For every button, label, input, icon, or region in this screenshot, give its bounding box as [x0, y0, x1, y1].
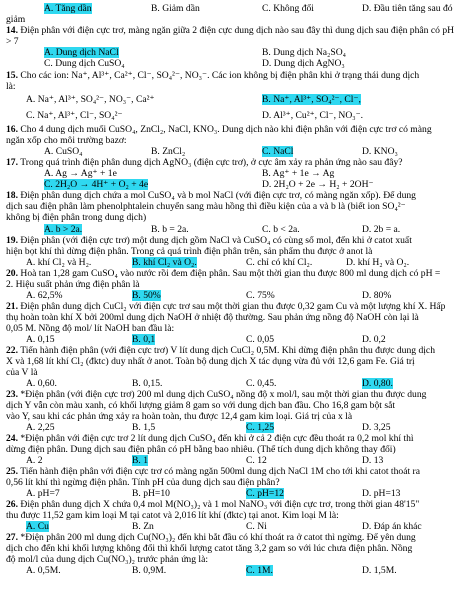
highlighted-answer-option: A. Dung dịch NaCl [44, 47, 119, 58]
question-text: X và 1,68 lít khí Cl₂ (đktc) duy nhất ở anot. Toàn bộ dung dịch X tác dụng vừa đủ với 12,6 gam Fe. Giá trị [6, 356, 415, 367]
line-l24 [6, 279, 468, 290]
line-l15 [6, 179, 468, 190]
line-l4 [6, 47, 468, 58]
line-l43 [6, 488, 468, 499]
line-l12 [6, 146, 468, 157]
line-l46 [6, 521, 468, 532]
answer-option: D. 13 [362, 455, 384, 466]
line-l26 [6, 301, 468, 312]
answer-option: A. 62,5% [26, 290, 63, 301]
answer-option: B. b = 2a. [151, 224, 189, 235]
line-l16 [6, 190, 468, 201]
answer-option: D. Đầu tiên tăng sau đó [362, 3, 453, 14]
answer-option: A. 2,25 [26, 422, 55, 433]
line-l22 [6, 257, 468, 268]
answer-option: A. Na⁺, Al³⁺, SO₄²⁻, NO₃⁻, Ca²⁺ [26, 94, 155, 105]
answer-option: B. Giảm dần [151, 3, 200, 14]
line-l14 [6, 168, 468, 179]
question-number: 26. [6, 499, 18, 510]
question-text: dịch cho đến khi khối lượng không đổi thì khối lượng catot tăng 3,2 gam so với lúc chưa điện phân. Nồng [6, 543, 413, 554]
question-text: 0,05 M. Nồng độ mol/ lít NaOH ban đầu là: [6, 323, 175, 334]
question-text: *Điện phân 200 ml dung dịch Cu(NO₃)₂ đến khi bắt đầu có khí thoát ra ở catot thì ngừng. Để yên dung [18, 532, 416, 543]
highlighted-answer-option: B. 0,1 [132, 334, 156, 345]
question-text: Điện phân dung dịch CuCl₂ với điện cực trơ sau một thời gian thu được 0,32 gam Cu và một lượng khí X. Hấp [18, 301, 446, 312]
question-text: độ mol/l của dung dịch Cu(NO₃)₂ trước phản ứng là: [6, 554, 209, 565]
question-number: 14. [6, 25, 18, 36]
question-number: 24. [6, 433, 18, 444]
question-text: Tiến hành điện phân với điện cực trơ có màng ngăn 500ml dung dịch NaCl 1M cho tới khi catot thoát ra [18, 466, 420, 477]
answer-option: D. 1,5M. [362, 565, 397, 576]
answer-option: B. ZnCl₂ [151, 146, 186, 157]
highlighted-answer-option: A. b > 2a. [44, 224, 83, 235]
highlighted-answer-option: B. 50% [132, 290, 161, 301]
line-l37 [6, 422, 468, 433]
line-l30 [6, 345, 468, 356]
question-text: vào Y, sau khi các phản ứng xảy ra hoàn toàn, thu được 12,4 gam kim loại. Giá trị của x là [6, 411, 353, 422]
highlighted-answer-option: A. Tăng dần [44, 3, 92, 14]
line-l32 [6, 367, 468, 378]
line-l50 [6, 565, 468, 576]
answer-option: D. Đáp án khác [362, 521, 422, 532]
question-text: Điện phân (với điện cực trơ) một dung dịch gồm NaCl và CuSO₄ có cùng số mol, đến khi ở catot xuất [18, 235, 412, 246]
line-l47 [6, 532, 468, 543]
answer-option: A. pH=7 [26, 488, 60, 499]
question-text: Hoà tan 1,28 gam CuSO₄ vào nước rồi đem điện phân. Sau một thời gian thu được 800 ml dung dịch có pH = [18, 268, 441, 279]
question-text: *Điện phân (với điện cực trơ) 200 ml dung dịch CuSO₄ nồng độ x mol/l, sau một thời gian thu được dung [18, 389, 427, 400]
line-l13 [6, 157, 468, 168]
line-l36 [6, 411, 468, 422]
question-number: 21. [6, 301, 18, 312]
line-l20 [6, 235, 468, 246]
question-text: ngăn xốp cho môi trường bazơ: [6, 135, 127, 146]
question-text: Tiến hành điện phân (với điện cực trơ) V lít dung dịch CuCl₂ 0,5M. Khi dừng điện phân thu được dung dịch [18, 345, 435, 356]
question-text: dịch Y vẫn còn màu xanh, có khối lượng giảm 8 gam so với dung dịch ban đầu. Cho 16,8 gam bột sắt [6, 400, 395, 411]
highlighted-answer-option: C. 1M. [246, 565, 273, 576]
question-text: > 7 [6, 36, 19, 47]
line-l34 [6, 389, 468, 400]
question-text: thụ hoàn toàn khí X bởi 200ml dung dịch NaOH ở nhiệt độ thường. Sau phản ứng nồng độ NaOH còn lại là [6, 312, 419, 323]
answer-option: C. 12 [246, 455, 267, 466]
question-text: không bị điện phân trong dung dịch) [6, 212, 147, 223]
answer-option: A. 2 [26, 455, 43, 466]
answer-option: D. khí H₂ và O₂. [346, 257, 410, 268]
line-l33 [6, 378, 468, 389]
question-text: Điện phân với điện cực trơ, màng ngăn giữa 2 điện cực dung dịch nào sau đây thì dung dịch sau điện phân có pH [18, 25, 455, 36]
answer-option: C. b < 2a. [262, 224, 300, 235]
highlighted-answer-option: C. 1,25 [246, 422, 274, 433]
question-number: 18. [6, 190, 18, 201]
line-l21 [6, 246, 468, 257]
question-number: 15. [6, 70, 18, 81]
question-text: hiện bọt khí thì dừng điện phân. Trong cả quá trình điện phân trên, sản phẩm thu được ở anot là [6, 246, 373, 257]
line-l42 [6, 477, 468, 488]
answer-option: A. 0,5M. [26, 565, 61, 576]
highlighted-answer-option: B. 1 [132, 455, 148, 466]
highlighted-answer-option: C. pH=12 [246, 488, 284, 499]
line-l31 [6, 356, 468, 367]
line-l49 [6, 554, 468, 565]
line-l27 [6, 312, 468, 323]
line-l40 [6, 455, 468, 466]
question-number: 20. [6, 268, 18, 279]
answer-option: D. 3,25 [362, 422, 391, 433]
line-l9 [6, 110, 468, 121]
answer-option: D. 2H₂O + 2e → H₂ + 2OH⁻ [262, 179, 374, 190]
line-l0 [6, 3, 468, 14]
question-text: 2. Hiệu suất phản ứng điện phân là [6, 279, 140, 290]
question-number: 25. [6, 466, 18, 477]
line-l5 [6, 58, 468, 69]
answer-option: B. 0,9M. [132, 565, 167, 576]
answer-option: C. 75% [246, 290, 275, 301]
question-text: Trong quá trình điện phân dung dịch AgNO₃ (điện cực trơ), ở cực âm xảy ra phản ứng nào sau đây? [18, 157, 403, 168]
question-text: thu được 11,52 gam kim loại M tại catot và 2,016 lít khí (đktc) tại anot. Kim loại M là: [6, 510, 339, 521]
question-number: 19. [6, 235, 18, 246]
line-l19 [6, 224, 468, 235]
answer-option: B. 0,15. [132, 378, 163, 389]
answer-option: D. Al³⁺, Cu²⁺, Cl⁻, NO₃⁻. [262, 110, 364, 121]
question-number: 27. [6, 532, 18, 543]
answer-option: B. Zn [132, 521, 154, 532]
question-text: dịch sau điện phân làm phenolphtalein chuyển sang màu hồng thì điều kiện của a và b là (biết ion SO₄²⁻ [6, 201, 406, 212]
line-l39 [6, 444, 468, 455]
line-l23 [6, 268, 468, 279]
answer-option: C. Ni [246, 521, 267, 532]
answer-option: A. 0,15 [26, 334, 55, 345]
line-l25 [6, 290, 468, 301]
question-text: 0,56 lít khí thì ngừng điện phân. Tính pH của dung dịch sau điện phân? [6, 477, 280, 488]
highlighted-answer-option: C. NaCl [262, 146, 294, 157]
line-l6 [6, 70, 468, 81]
answer-option: C. Dung dịch CuSO₄ [44, 58, 125, 69]
line-l8 [6, 94, 468, 105]
line-l2 [6, 25, 468, 36]
line-l45 [6, 510, 468, 521]
answer-option: D. 80% [362, 290, 392, 301]
line-l11 [6, 135, 468, 146]
answer-option: B. Ag⁺ + 1e → Ag [262, 168, 335, 179]
line-l38 [6, 433, 468, 444]
question-text: Điện phân dung dịch chứa a mol CuSO₄ và b mol NaCl (với điện cực trơ, có màng ngăn xốp). Để dung [18, 190, 416, 201]
line-l3 [6, 36, 468, 47]
line-l10 [6, 124, 468, 135]
answer-option: C. Na⁺, Al³⁺, Cl⁻, SO₄²⁻ [26, 110, 123, 121]
answer-option: C. Không đổi [262, 3, 314, 14]
answer-option: B. Dung dịch Na₂SO₄ [262, 47, 346, 58]
question-text: giảm [6, 14, 26, 25]
answer-option: C. 0,45. [246, 378, 277, 389]
answer-option: D. Dung dịch AgNO₃ [262, 58, 345, 69]
question-text: dừng điện phân. Dung dịch sau điện phân có pH bằng bao nhiêu. (Thể tích dung dịch không thay đổi) [6, 444, 396, 455]
highlighted-answer-option: C. 2H₂O → 4H⁺ + O₂ + 4e [44, 179, 149, 190]
answer-option: A. khí Cl₂ và H₂. [26, 257, 92, 268]
answer-option: C. chỉ có khí Cl₂. [246, 257, 313, 268]
line-l7 [6, 81, 468, 92]
answer-option: D. pH=13 [362, 488, 401, 499]
answer-option: D. 2b = a. [362, 224, 401, 235]
answer-option: A. Ag → Ag⁺ + 1e [44, 168, 117, 179]
answer-option: D. 0,2 [362, 334, 386, 345]
highlighted-answer-option: A. Cu [26, 521, 49, 532]
answer-option: C. 0,05 [246, 334, 274, 345]
question-number: 17. [6, 157, 18, 168]
answer-option: A. 0,60. [26, 378, 57, 389]
line-l48 [6, 543, 468, 554]
answer-option: B. pH=10 [132, 488, 170, 499]
answer-option: D. KNO₃ [362, 146, 398, 157]
line-l17 [6, 201, 468, 212]
question-number: 23. [6, 389, 18, 400]
question-text: Cho các ion: Na⁺, Al³⁺, Ca²⁺, Cl⁻, SO₄²⁻, NO₃⁻. Các ion không bị điện phân khi ở trạng thái dung dịch [18, 70, 420, 81]
highlighted-answer-option: D. 0,80. [362, 378, 393, 389]
question-number: 16. [6, 124, 18, 135]
question-text: *Điện phân với điện cực trơ 2 lít dung dịch CuSO₄ đến khi ở cả 2 điện cực đều thoát ra 0,2 mol khí thì [18, 433, 414, 444]
highlighted-answer-option: B. Na⁺, Al³⁺, SO₄²⁻, Cl⁻, [262, 94, 361, 105]
question-text: Điện phân dung dịch X chứa 0,4 mol M(NO₃)₂ và 1 mol NaNO₃ với điện cực trơ, trong thời gian 48'15" [18, 499, 420, 510]
question-text: của V là [6, 367, 38, 378]
line-l41 [6, 466, 468, 477]
line-l1 [6, 14, 468, 25]
answer-option: B. 1,5 [132, 422, 156, 433]
question-number: 22. [6, 345, 18, 356]
line-l44 [6, 499, 468, 510]
line-l35 [6, 400, 468, 411]
line-l18 [6, 212, 468, 223]
question-text: Cho 4 dung dịch muối CuSO₄, ZnCl₂, NaCl, KNO₃. Dung dịch nào khi điện phân với điện cực trơ có màng [18, 124, 432, 135]
line-l28 [6, 323, 468, 334]
answer-option: A. CuSO₄ [44, 146, 83, 157]
line-l29 [6, 334, 468, 345]
question-text: là: [6, 81, 16, 92]
highlighted-answer-option: B. khí Cl₂ và O₂. [132, 257, 197, 268]
